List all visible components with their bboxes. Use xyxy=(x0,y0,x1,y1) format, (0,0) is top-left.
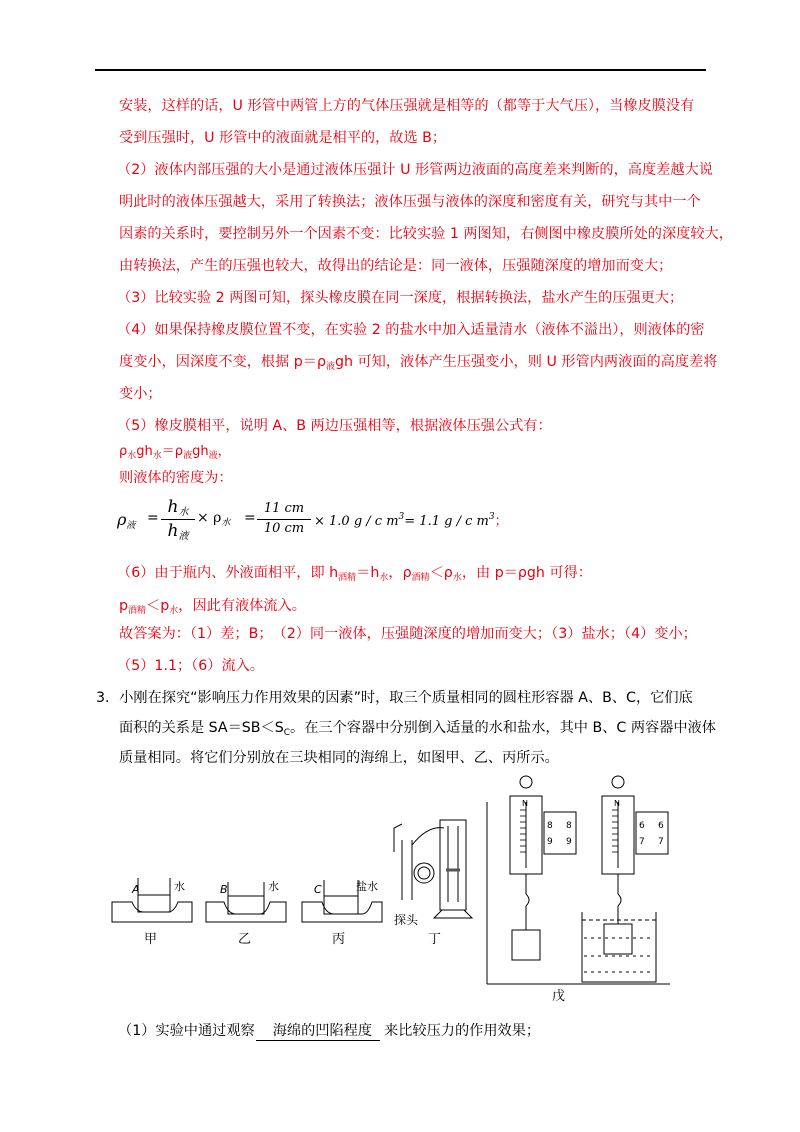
answer-line-5: 因素的关系时，要控制另外一个因素不变：比较实验 1 两图知，右侧图中橡皮膜所处的深度较大， xyxy=(119,226,733,242)
formula-lhs: ρ液 xyxy=(117,510,136,531)
scale1-tick-3: 8 xyxy=(566,821,572,831)
scale1-tick-4: 9 xyxy=(566,837,572,847)
answer-line-8: （4）如果保持橡皮膜位置不变，在实验 2 的盐水中加入适量清水（液体不溢出），则液体的密 xyxy=(117,322,705,338)
final-answer-line-1: 故答案为：（1）差；B； （2）同一液体，压强随深度的增加而变大；（3）盐水；（4）变小； xyxy=(119,626,697,642)
scale2-tick-2: 7 xyxy=(639,837,645,847)
label-ding: 丁 xyxy=(428,932,442,947)
density-formula xyxy=(117,497,508,543)
label-jia: 甲 xyxy=(144,932,158,947)
label-container-b: B xyxy=(220,883,228,896)
label-wu: 戊 xyxy=(552,989,566,1004)
formula-times-rho: × $\rho_水$ xyxy=(197,510,231,528)
formula-numerator: 11 cm xyxy=(263,501,305,516)
pressure-equation: $\rho_水gh_水=\rho_液gh_液$， xyxy=(119,444,231,461)
formula-equals-2: = xyxy=(244,510,256,526)
answer-q6-line-1: （6）由于瓶内、外液面相平，即 $h_{酒精}=h_水$，$\rho_{酒精}<\rho_水$，由 p＝ρgh 可得： xyxy=(117,565,592,583)
formula-equals: = xyxy=(147,510,159,526)
answer-line-11: （5）橡皮膜相平，说明 A、B 两边压强相等，根据液体压强公式有： xyxy=(117,418,552,434)
label-bing: 丙 xyxy=(332,932,346,947)
answer-line-1: 安装，这样的话，U 形管中两管上方的气体压强就是相等的（都等于大气压），当橡皮膜没有 xyxy=(119,98,695,114)
formula-fraction-bar-1 xyxy=(161,519,195,520)
label-container-c: C xyxy=(314,883,322,896)
label-liquid-a: 水 xyxy=(174,880,185,893)
scale2-tick-3: 6 xyxy=(658,821,664,831)
question-3-line-3: 质量相同。将它们分别放在三块相同的海绵上，如图甲、乙、丙所示。 xyxy=(119,750,559,766)
question-3-line-2: 面积的关系是 $SA=SB<S_C$。在三个容器中分别倒入适量的水和盐水，其中 B、C 两容器中液体 xyxy=(119,720,716,738)
answer-line-2: 受到压强时，U 形管中的液面就是相平的，故选 B； xyxy=(119,130,447,146)
label-probe: 探头 xyxy=(394,913,419,927)
answer-q6-line-2: $p_{酒精}<p_水$，因此有液体流入。 xyxy=(119,598,306,616)
scale1-tick-1: 8 xyxy=(547,821,553,831)
scale1-letter: N xyxy=(522,799,528,808)
answer-line-12: 则液体的密度为： xyxy=(119,470,233,486)
answer-line-6: 由转换法，产生的压强也较大，故得出的结论是：同一液体，压强随深度的增加而变大； xyxy=(119,258,673,274)
figure-wu xyxy=(487,776,670,984)
scale2-letter: N xyxy=(614,799,620,808)
answer-line-4: 明此时的液体压强越大，采用了转换法；液体压强与液体的深度和密度有关，研究与其中一个 xyxy=(119,194,701,210)
label-container-a: A xyxy=(132,883,140,896)
label-liquid-b: 水 xyxy=(268,880,279,893)
answer-line-3: （2）液体内部压强的大小是通过液体压强计 U 形管两边液面的高度差来判断的，高度差越大说 xyxy=(117,162,713,178)
figure-ding xyxy=(394,820,472,918)
answer-line-10: 变小； xyxy=(119,386,162,402)
answer-line-9: 度变小，因深度不变，根据 $p=\rho_液gh$ 可知，液体产生压强变小，则 U 形管内两液面的高度差将 xyxy=(119,354,718,372)
header-rule xyxy=(95,69,706,71)
final-answer-line-2: （5）1.1；（6）流入。 xyxy=(117,658,265,674)
scale1-tick-2: 9 xyxy=(547,837,553,847)
answer-blank: 海绵的凹陷程度 xyxy=(272,1023,373,1039)
label-yi: 乙 xyxy=(238,932,252,947)
formula-denominator-h: h液 xyxy=(167,521,189,542)
answer-line-7: （3）比较实验 2 两图可知，探头橡皮膜在同一深度，根据转换法，盐水产生的压强更大； xyxy=(117,290,684,306)
scale2-tick-1: 6 xyxy=(639,821,645,831)
formula-fraction-bar-2 xyxy=(257,519,311,520)
question-3-line-1: 3．小刚在探究“影响压力作用效果的因素”时，取三个质量相同的圆柱形容器 A、B、C，它们底 xyxy=(96,690,693,706)
scale2-tick-4: 7 xyxy=(658,837,664,847)
formula-tail: × 1.0 g / c $m^3= 1.1$ g / c $m^3$； xyxy=(314,512,508,529)
label-liquid-c: 盐水 xyxy=(356,880,378,893)
formula-denominator: 10 cm xyxy=(263,521,305,536)
answer-blank-underline xyxy=(256,1040,380,1041)
formula-numerator-h: h水 xyxy=(167,497,189,518)
experiment-figure xyxy=(110,770,690,1005)
sub-question-1: （1）实验中通过观察 海绵的凹陷程度 来比较压力的作用效果； xyxy=(118,1023,541,1039)
